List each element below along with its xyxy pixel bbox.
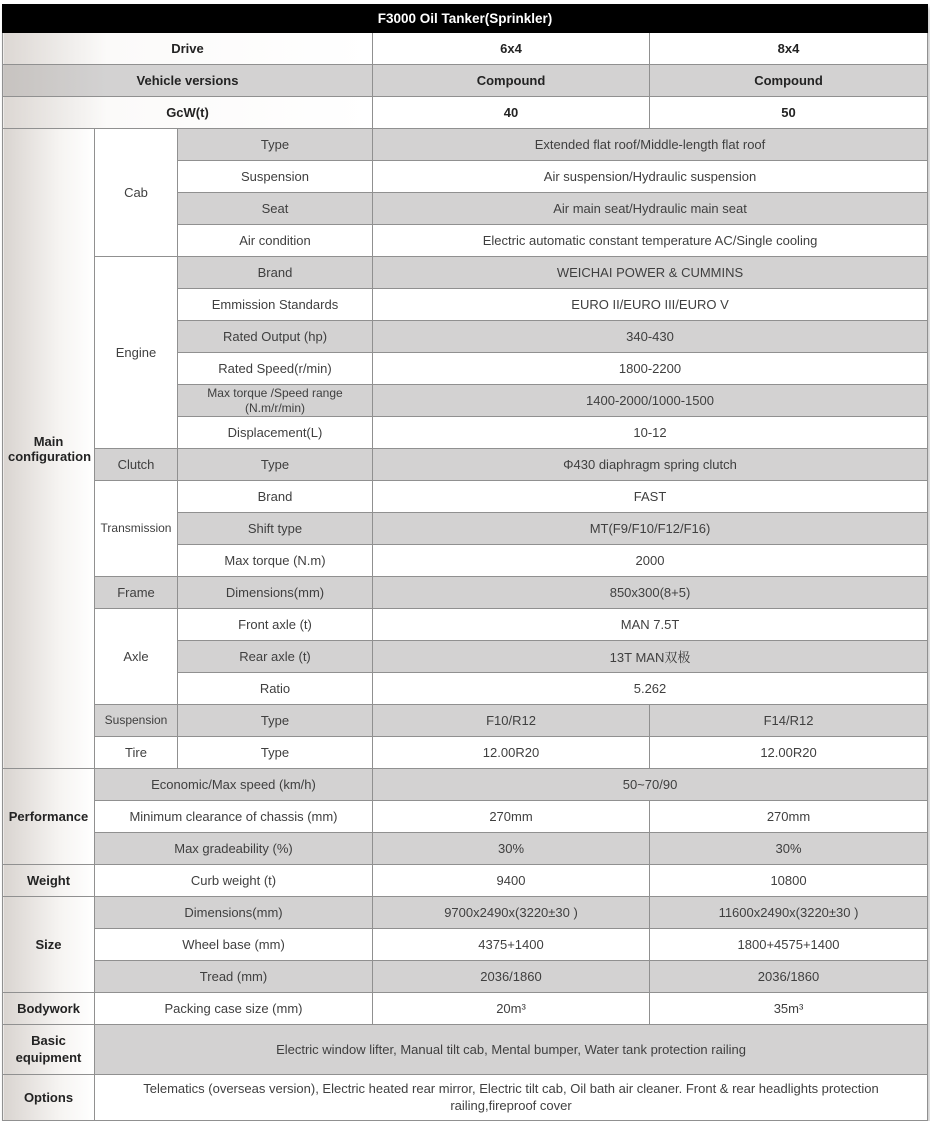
value-cell: 1800-2200	[373, 353, 928, 385]
row-transmission-brand	[3, 481, 928, 513]
value-8x4: 1800+4575+1400	[650, 929, 928, 961]
attr-name: Front axle (t)	[178, 609, 373, 641]
attr-name: Wheel base (mm)	[95, 929, 373, 961]
group-label-suspension: Suspension	[95, 705, 178, 737]
row-size-dimensions	[3, 897, 928, 929]
value-cell: EURO II/EURO III/EURO V	[373, 289, 928, 321]
row-axle-front	[3, 609, 928, 641]
row-label-vehicle-versions: Vehicle versions	[3, 65, 373, 97]
row-engine-brand	[3, 257, 928, 289]
value-cell: MT(F9/F10/F12/F16)	[373, 513, 928, 545]
attr-name: Type	[178, 705, 373, 737]
attr-name: Max torque /Speed range (N.m/r/min)	[178, 385, 373, 417]
section-label-basic-equipment: Basic equipment	[3, 1025, 95, 1075]
group-label-engine: Engine	[95, 257, 178, 449]
group-label-axle: Axle	[95, 609, 178, 705]
value-cell: 340-430	[373, 321, 928, 353]
group-label-clutch: Clutch	[95, 449, 178, 481]
row-performance-gradeability	[3, 833, 928, 865]
group-label-frame: Frame	[95, 577, 178, 609]
value-8x4: 35m³	[650, 993, 928, 1025]
group-label-transmission: Transmission	[95, 481, 178, 577]
value-cell: 1400-2000/1000-1500	[373, 385, 928, 417]
value-cell: Telematics (overseas version), Electric heated rear mirror, Electric tilt cab, Oil bath air cleaner. Front & rear headlights protection railing,fireproof cover	[95, 1075, 928, 1121]
attr-name: Max torque (N.m)	[178, 545, 373, 577]
title-bar	[3, 5, 928, 33]
value-6x4: 4375+1400	[373, 929, 650, 961]
attr-name: Dimensions(mm)	[95, 897, 373, 929]
row-options	[3, 1075, 928, 1121]
value-cell: 5.262	[373, 673, 928, 705]
row-cab-type	[3, 129, 928, 161]
attr-name: Type	[178, 129, 373, 161]
section-label-main-configuration: Main configuration	[3, 129, 95, 769]
group-label-tire: Tire	[95, 737, 178, 769]
row-performance-clearance	[3, 801, 928, 833]
attr-name: Dimensions(mm)	[178, 577, 373, 609]
section-label-options: Options	[3, 1075, 95, 1121]
value-8x4: 30%	[650, 833, 928, 865]
section-label-weight: Weight	[3, 865, 95, 897]
attr-name: Seat	[178, 193, 373, 225]
value-cell: 850x300(8+5)	[373, 577, 928, 609]
value-cell: MAN 7.5T	[373, 609, 928, 641]
group-label-cab: Cab	[95, 129, 178, 257]
value-cell: Air suspension/Hydraulic suspension	[373, 161, 928, 193]
attr-name: Tread (mm)	[95, 961, 373, 993]
attr-name: Ratio	[178, 673, 373, 705]
row-frame-dimensions	[3, 577, 928, 609]
value-cell: Electric automatic constant temperature AC/Single cooling	[373, 225, 928, 257]
value-cell: 2000	[373, 545, 928, 577]
gcw-value-6x4: 40	[373, 97, 650, 129]
attr-name: Max gradeability (%)	[95, 833, 373, 865]
value-6x4: F10/R12	[373, 705, 650, 737]
value-cell: 13T MAN双极	[373, 641, 928, 673]
value-6x4: 270mm	[373, 801, 650, 833]
attr-name: Type	[178, 449, 373, 481]
attr-name: Curb weight (t)	[95, 865, 373, 897]
attr-name: Rated Speed(r/min)	[178, 353, 373, 385]
row-clutch-type	[3, 449, 928, 481]
attr-name: Brand	[178, 257, 373, 289]
row-tire-type	[3, 737, 928, 769]
spec-table	[2, 4, 928, 1121]
attr-name: Air condition	[178, 225, 373, 257]
row-label-drive: Drive	[3, 33, 373, 65]
value-8x4: 12.00R20	[650, 737, 928, 769]
section-label-size: Size	[3, 897, 95, 993]
row-size-tread	[3, 961, 928, 993]
value-8x4: 11600x2490x(3220±30 )	[650, 897, 928, 929]
row-suspension-type	[3, 705, 928, 737]
row-vehicle-versions	[3, 65, 928, 97]
row-performance-speed	[3, 769, 928, 801]
attr-name: Brand	[178, 481, 373, 513]
value-cell: FAST	[373, 481, 928, 513]
attr-name: Shift type	[178, 513, 373, 545]
drive-value-8x4: 8x4	[650, 33, 928, 65]
section-label-performance: Performance	[3, 769, 95, 865]
attr-name: Economic/Max speed (km/h)	[95, 769, 373, 801]
value-cell: Electric window lifter, Manual tilt cab, Mental bumper, Water tank protection railing	[95, 1025, 928, 1075]
attr-name: Suspension	[178, 161, 373, 193]
value-cell: Air main seat/Hydraulic main seat	[373, 193, 928, 225]
value-6x4: 9700x2490x(3220±30 )	[373, 897, 650, 929]
value-cell: WEICHAI POWER & CUMMINS	[373, 257, 928, 289]
value-cell: Extended flat roof/Middle-length flat roof	[373, 129, 928, 161]
drive-value-6x4: 6x4	[373, 33, 650, 65]
value-6x4: 12.00R20	[373, 737, 650, 769]
row-size-wheelbase	[3, 929, 928, 961]
row-basic-equipment	[3, 1025, 928, 1075]
row-bodywork-packing	[3, 993, 928, 1025]
page-title: F3000 Oil Tanker(Sprinkler)	[3, 5, 928, 33]
value-6x4: 2036/1860	[373, 961, 650, 993]
row-weight-curb	[3, 865, 928, 897]
row-gcw	[3, 97, 928, 129]
gcw-value-8x4: 50	[650, 97, 928, 129]
attr-name: Displacement(L)	[178, 417, 373, 449]
attr-name: Packing case size (mm)	[95, 993, 373, 1025]
attr-name: Type	[178, 737, 373, 769]
row-label-gcw: GcW(t)	[3, 97, 373, 129]
value-cell: Φ430 diaphragm spring clutch	[373, 449, 928, 481]
value-cell: 10-12	[373, 417, 928, 449]
row-drive	[3, 33, 928, 65]
value-8x4: 10800	[650, 865, 928, 897]
attr-name: Rear axle (t)	[178, 641, 373, 673]
versions-value-6x4: Compound	[373, 65, 650, 97]
value-6x4: 20m³	[373, 993, 650, 1025]
attr-name: Emmission Standards	[178, 289, 373, 321]
value-8x4: 2036/1860	[650, 961, 928, 993]
value-cell: 50~70/90	[373, 769, 928, 801]
attr-name: Rated Output (hp)	[178, 321, 373, 353]
section-label-bodywork: Bodywork	[3, 993, 95, 1025]
value-8x4: F14/R12	[650, 705, 928, 737]
attr-name: Minimum clearance of chassis (mm)	[95, 801, 373, 833]
value-6x4: 9400	[373, 865, 650, 897]
versions-value-8x4: Compound	[650, 65, 928, 97]
value-6x4: 30%	[373, 833, 650, 865]
value-8x4: 270mm	[650, 801, 928, 833]
